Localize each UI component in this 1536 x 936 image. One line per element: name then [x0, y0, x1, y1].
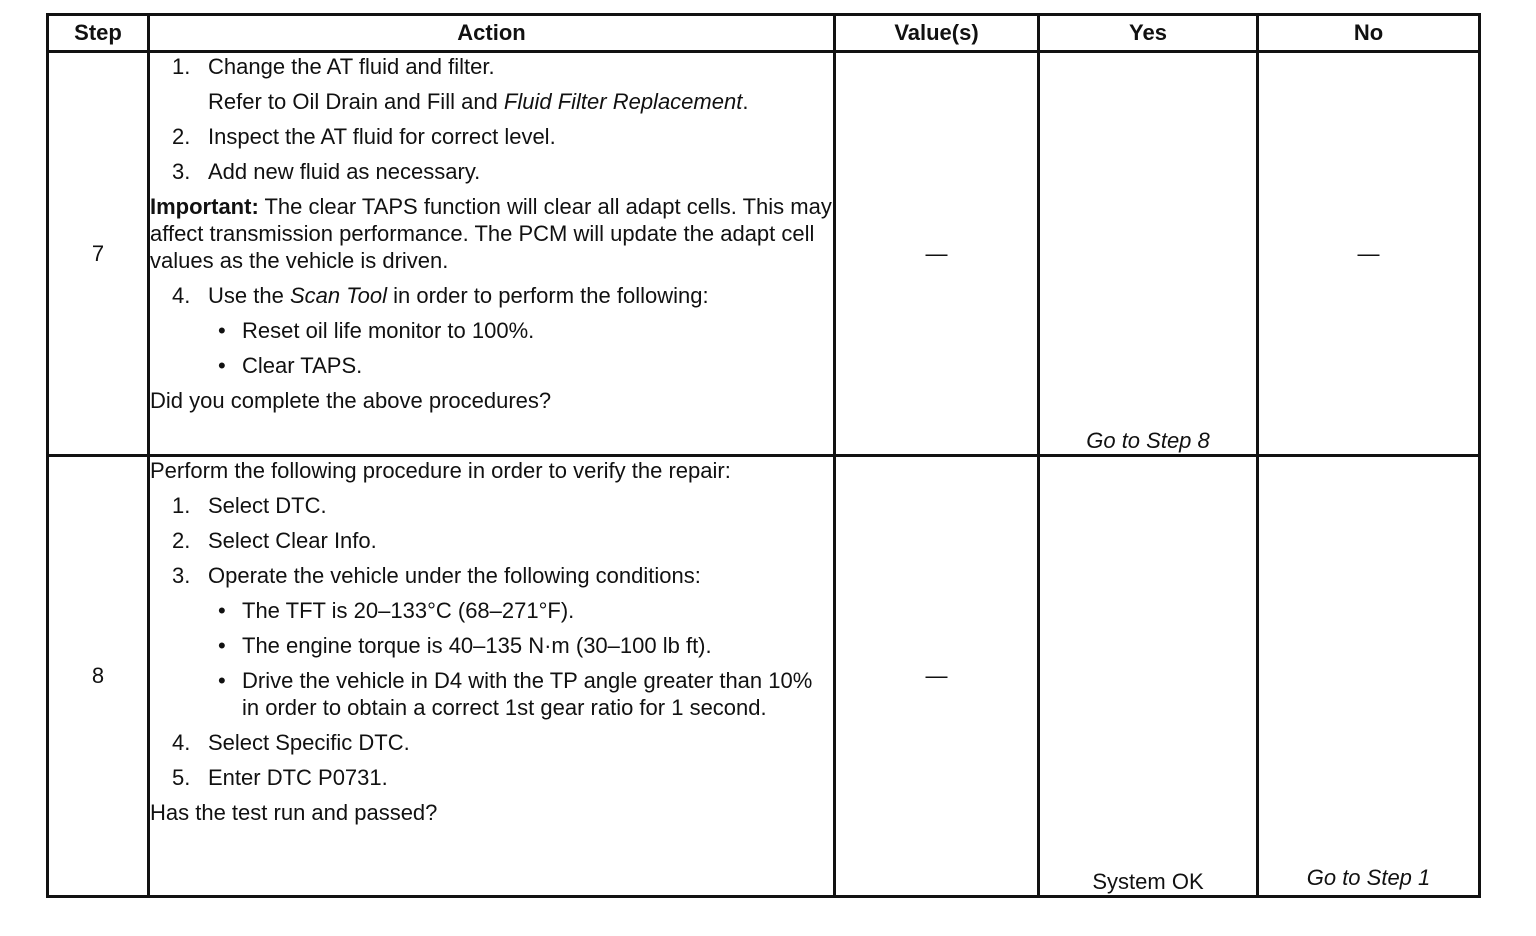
- item-text: Select Specific DTC.: [208, 730, 410, 755]
- bullet-item: [150, 352, 833, 379]
- bullet-text: Reset oil life monitor to 100%.: [242, 318, 535, 343]
- action-cell: [149, 456, 835, 897]
- refer-link-text: Fluid Filter Replacement: [503, 89, 743, 114]
- bullet-item: [150, 667, 833, 721]
- item-number: 1.: [172, 493, 191, 518]
- item-number: 4.: [172, 730, 191, 755]
- scan-tool-text: Scan Tool: [289, 283, 387, 308]
- item-text: Inspect the AT fluid for correct level.: [208, 124, 556, 149]
- item-number: 4.: [172, 283, 191, 308]
- list-item: [150, 123, 833, 150]
- table-header-row: [48, 15, 1480, 52]
- item-text: Operate the vehicle under the following conditions:: [208, 563, 701, 588]
- step-number: 7: [48, 52, 149, 456]
- yes-cell: System OK: [1039, 456, 1258, 897]
- item-text: Enter DTC P0731.: [208, 765, 388, 790]
- bullet-text: Drive the vehicle in D4 with the TP angle greater than 10% in order to obtain a correct 1st gear ratio for 1 second.: [242, 668, 813, 720]
- list-item: [150, 158, 833, 185]
- intro-text: Perform the following procedure in order to verify the repair:: [150, 458, 731, 483]
- item-number: 5.: [172, 765, 191, 790]
- refer-suffix: .: [742, 89, 749, 114]
- list-item: [150, 53, 833, 115]
- value-cell: [835, 456, 1039, 897]
- bullet-text: The TFT is 20–133°C (68–271°F).: [242, 598, 575, 623]
- header-yes: Yes: [1039, 15, 1258, 52]
- item-number: 2.: [172, 528, 191, 553]
- item-text: Select DTC.: [208, 493, 327, 518]
- yes-cell: Go to Step 8: [1039, 52, 1258, 456]
- item-number: 3.: [172, 563, 191, 588]
- question-text: Did you complete the above procedures?: [150, 388, 552, 413]
- header-values: Value(s): [835, 15, 1039, 52]
- item-text-suffix: in order to perform the following:: [386, 283, 709, 308]
- no-cell: Go to Step 1: [1258, 456, 1480, 897]
- list-item: [150, 527, 833, 554]
- no-cell: [1258, 52, 1480, 456]
- action-cell: [149, 52, 835, 456]
- header-step: Step: [48, 15, 149, 52]
- list-item: [150, 492, 833, 519]
- bullet-glyph: •: [218, 668, 226, 693]
- table-row-step-7: [48, 52, 1480, 456]
- item-text: Add new fluid as necessary.: [208, 159, 481, 184]
- bullet-glyph: •: [218, 353, 226, 378]
- bullet-glyph: •: [218, 318, 226, 343]
- important-note: [150, 193, 833, 274]
- item-number: 3.: [172, 159, 191, 184]
- list-item: [150, 282, 833, 309]
- bullet-item: [150, 632, 833, 659]
- no-dash: —: [1357, 240, 1380, 266]
- header-no: No: [1258, 15, 1480, 52]
- bullet-item: [150, 597, 833, 624]
- step-number: 8: [48, 456, 149, 897]
- refer-prefix: Refer to Oil Drain and Fill and: [208, 89, 504, 114]
- refer-note: [208, 88, 833, 115]
- list-item: [150, 729, 833, 756]
- bullet-glyph: •: [218, 598, 226, 623]
- item-text: Select Clear Info.: [208, 528, 377, 553]
- bullet-text: The engine torque is 40–135 N·m (30–100 lb ft).: [242, 633, 712, 658]
- table-row-step-8: [48, 456, 1480, 897]
- item-number: 1.: [172, 54, 191, 79]
- bullet-glyph: •: [218, 633, 226, 658]
- value-dash: —: [925, 240, 948, 266]
- item-text: Change the AT fluid and filter.: [208, 54, 495, 79]
- header-action: Action: [149, 15, 835, 52]
- question-text: Has the test run and passed?: [150, 800, 438, 825]
- important-text: The clear TAPS function will clear all adapt cells. This may affect transmission performance. The PCM will update the adapt cell values as the vehicle is driven.: [150, 194, 832, 273]
- diagnostic-table: [46, 13, 1481, 898]
- list-item: [150, 764, 833, 791]
- value-cell: [835, 52, 1039, 456]
- item-number: 2.: [172, 124, 191, 149]
- list-item: [150, 562, 833, 589]
- bullet-text: Clear TAPS.: [242, 353, 363, 378]
- value-dash: —: [925, 663, 948, 688]
- important-label: Important:: [150, 194, 259, 219]
- bullet-item: [150, 317, 833, 344]
- item-text-prefix: Use the: [208, 283, 290, 308]
